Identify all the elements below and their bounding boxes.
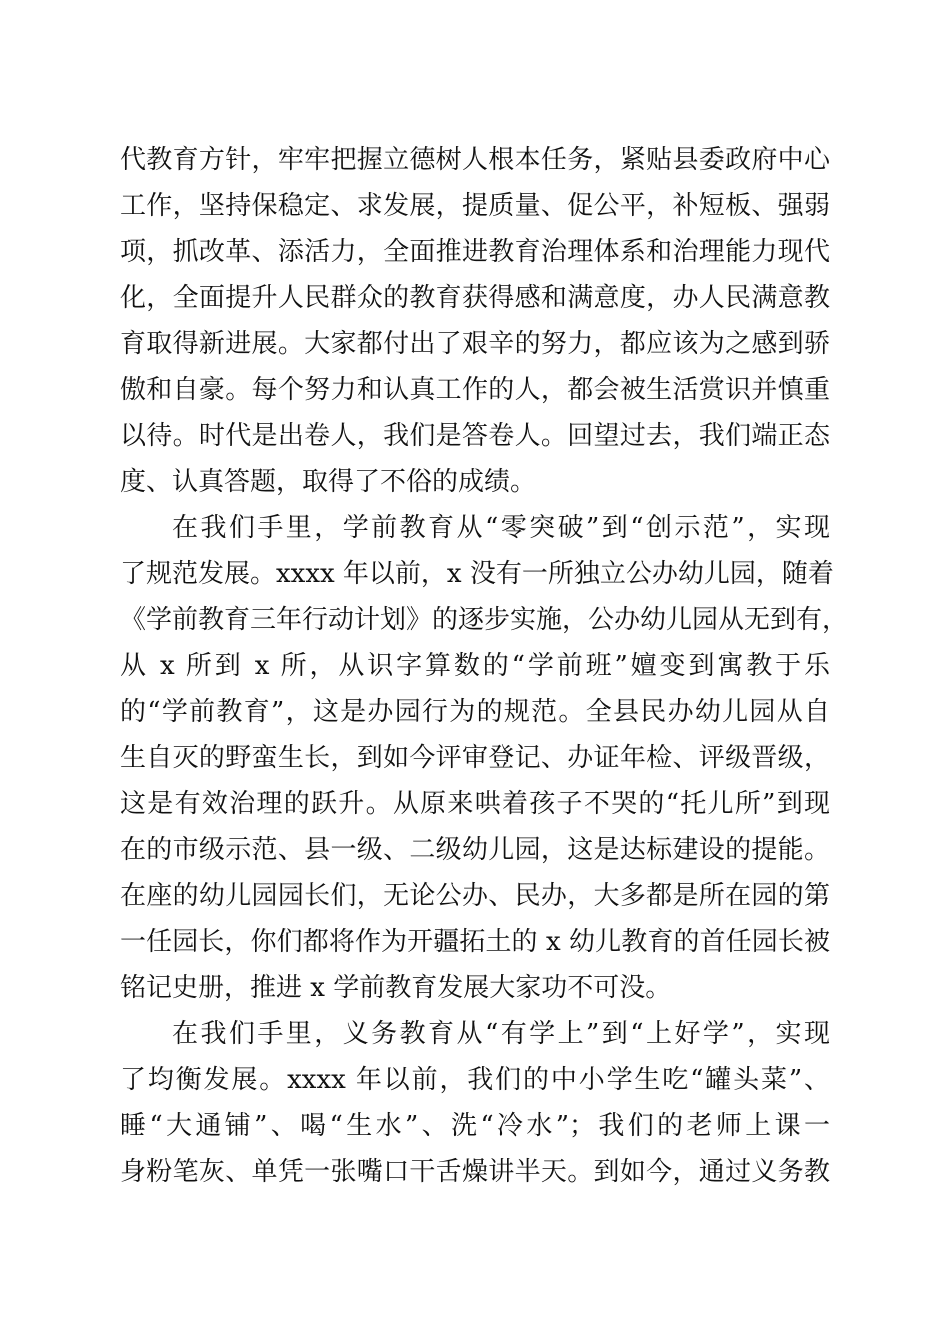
document-body: [120, 137, 849, 1195]
text-line: 铭记史册，推进 x 学前教育发展大家功不可没。: [120, 973, 672, 1003]
text-line: 的“学前教育”，这是办园行为的规范。全县民办幼儿园从自: [120, 697, 830, 727]
text-line: 在的市级示范、县一级、二级幼儿园，这是达标建设的提能。: [120, 835, 830, 865]
text-line: 《学前教育三年行动计划》的逐步实施，公办幼儿园从无到有，: [120, 605, 849, 635]
paragraph-2: [120, 505, 849, 1011]
text-line: 睡“大通铺”、喝“生水”、洗“冷水”；我们的老师上课一: [120, 1111, 830, 1141]
text-line: 身粉笔灰、单凭一张嘴口干舌燥讲半天。到如今，通过义务教: [120, 1157, 830, 1187]
text-line: 这是有效治理的跃升。从原来哄着孩子不哭的“托儿所”到现: [120, 789, 830, 819]
text-line: 育取得新进展。大家都付出了艰辛的努力，都应该为之感到骄: [120, 329, 830, 359]
text-line: 代教育方针，牢牢把握立德树人根本任务，紧贴县委政府中心: [120, 145, 830, 175]
text-line: 一任园长，你们都将作为开疆拓土的 x 幼儿教育的首任园长被: [120, 927, 830, 957]
text-line: 在我们手里，义务教育从“有学上”到“上好学”，实现: [172, 1019, 830, 1049]
text-line: 在座的幼儿园园长们，无论公办、民办，大多都是所在园的第: [120, 881, 830, 911]
paragraph-1: [120, 137, 830, 505]
text-line: 工作，坚持保稳定、求发展，提质量、促公平，补短板、强弱: [120, 191, 830, 221]
text-line: 了均衡发展。xxxx 年以前，我们的中小学生吃“罐头菜”、: [120, 1065, 830, 1095]
text-line: 度、认真答题，取得了不俗的成绩。: [120, 467, 537, 497]
text-line: 生自灭的野蛮生长，到如今评审登记、办证年检、评级晋级，: [120, 743, 830, 773]
text-line: 化，全面提升人民群众的教育获得感和满意度，办人民满意教: [120, 283, 830, 313]
text-line: 项，抓改革、添活力，全面推进教育治理体系和治理能力现代: [120, 237, 830, 267]
text-line: 傲和自豪。每个努力和认真工作的人，都会被生活赏识并慎重: [120, 375, 830, 405]
text-line: 从 x 所到 x 所，从识字算数的“学前班”嬗变到寓教于乐: [120, 651, 830, 681]
text-line: 了规范发展。xxxx 年以前，x 没有一所独立公办幼儿园，随着: [120, 559, 834, 589]
text-line: 在我们手里，学前教育从“零突破”到“创示范”，实现: [172, 513, 830, 543]
text-line: 以待。时代是出卷人，我们是答卷人。回望过去，我们端正态: [120, 421, 830, 451]
paragraph-3: [120, 1011, 830, 1195]
